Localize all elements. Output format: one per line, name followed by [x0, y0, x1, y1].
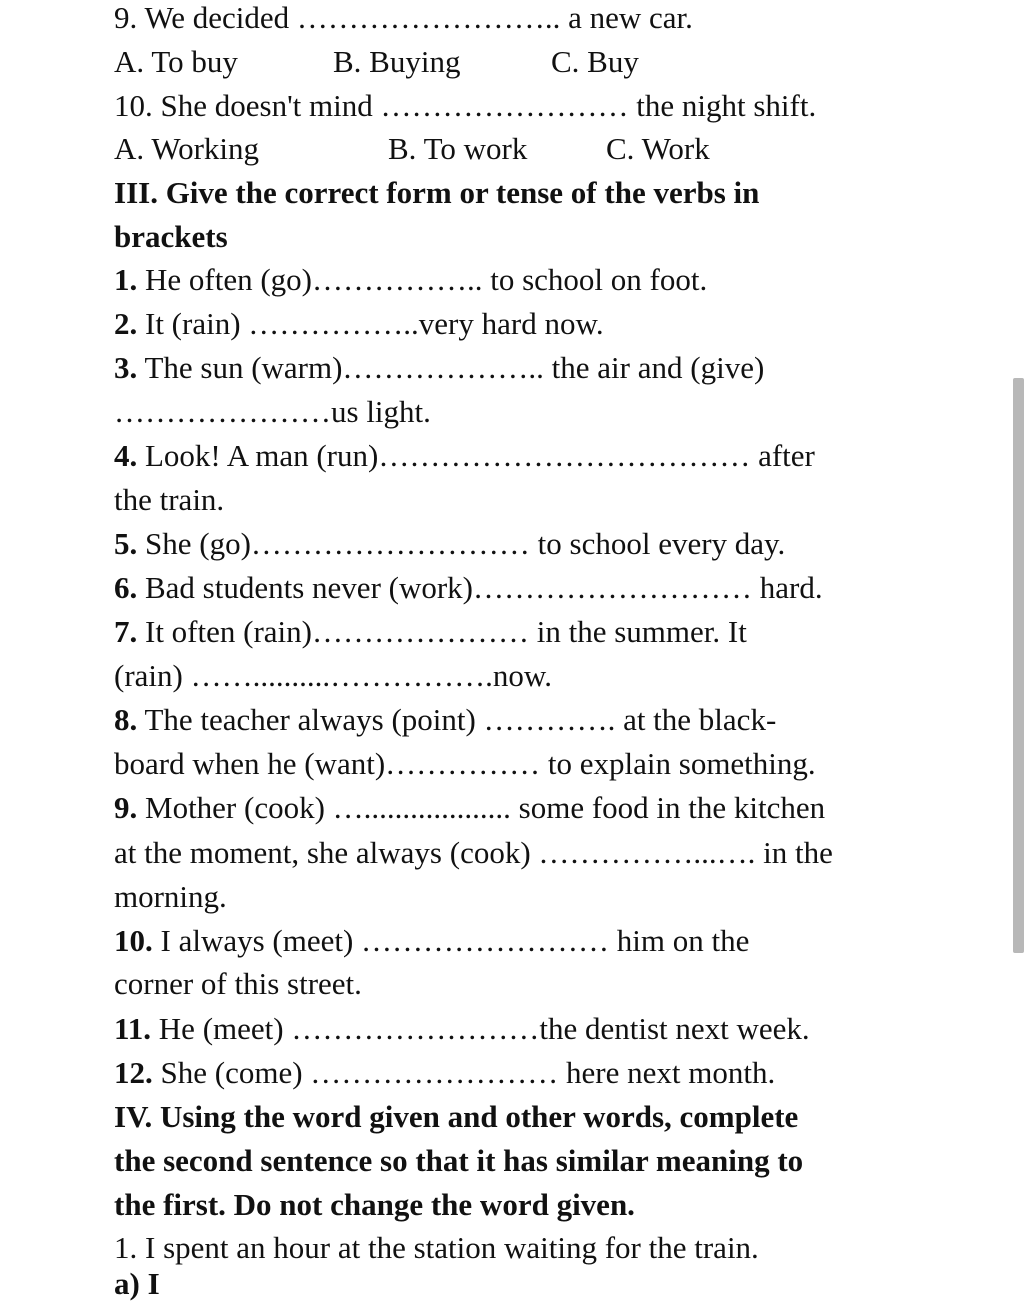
- question-10: 10. She doesn't mind …………………… the night shift.: [114, 88, 817, 123]
- section-3-item-5: 5. She (go)……………………… to school every day.: [114, 526, 786, 561]
- section-3-heading-line-2: brackets: [114, 219, 228, 254]
- section-3-item-10: 10. I always (meet) …………………… him on the: [114, 923, 750, 958]
- section-3-item-1: 1. He often (go)…………….. to school on foot.: [114, 262, 708, 297]
- q9-option-c: C. Buy: [551, 44, 639, 79]
- section-3-item-12: 12. She (come) …………………… here next month.: [114, 1055, 776, 1090]
- section-3-item-7: 7. It often (rain)………………… in the summer. It: [114, 614, 747, 649]
- section-3-item-9-cont-2: morning.: [114, 879, 227, 914]
- section-3-item-2: 2. It (rain) ……………..very hard now.: [114, 306, 604, 341]
- section-4-question-1: 1. I spent an hour at the station waiting for the train.: [114, 1230, 759, 1265]
- section-3-item-4-cont: the train.: [114, 482, 225, 517]
- section-3-item-8: 8. The teacher always (point) …………. at the black-: [114, 702, 777, 737]
- section-3-item-11: 11. He (meet) ……………………the dentist next week.: [114, 1011, 810, 1046]
- section-3-item-3-cont: …………………us light.: [114, 394, 431, 429]
- q9-option-b: B. Buying: [333, 44, 461, 79]
- q10-option-a: A. Working: [114, 131, 260, 166]
- section-4-heading-line-2: the second sentence so that it has similar meaning to: [114, 1143, 804, 1178]
- cut-off-next-line: a) I: [114, 1266, 160, 1301]
- q9-option-a: A. To buy: [114, 44, 238, 79]
- section-3-item-7-cont: (rain) ……..........…………….now.: [114, 658, 552, 693]
- section-3-item-9: 9. Mother (cook) …................... some food in the kitchen: [114, 790, 826, 825]
- section-3-item-3: 3. The sun (warm)……………….. the air and (give): [114, 350, 765, 385]
- section-4-heading-line-1: IV. Using the word given and other words, complete: [114, 1099, 799, 1134]
- section-3-item-6: 6. Bad students never (work)……………………… hard.: [114, 570, 823, 605]
- q10-option-b: B. To work: [388, 131, 528, 166]
- question-9: 9. We decided …………………….. a new car.: [114, 0, 693, 35]
- section-3-item-4: 4. Look! A man (run)……………………………… after: [114, 438, 815, 473]
- section-3-heading-line-1: III. Give the correct form or tense of the verbs in: [114, 175, 760, 210]
- section-3-item-9-cont-1: at the moment, she always (cook) ……………...…. in the: [114, 835, 833, 870]
- q10-option-c: C. Work: [606, 131, 710, 166]
- section-3-item-8-cont: board when he (want)…………… to explain something.: [114, 746, 816, 781]
- section-4-heading-line-3: the first. Do not change the word given.: [114, 1187, 635, 1222]
- vertical-scrollbar[interactable]: [1013, 378, 1024, 953]
- section-3-item-10-cont: corner of this street.: [114, 966, 362, 1001]
